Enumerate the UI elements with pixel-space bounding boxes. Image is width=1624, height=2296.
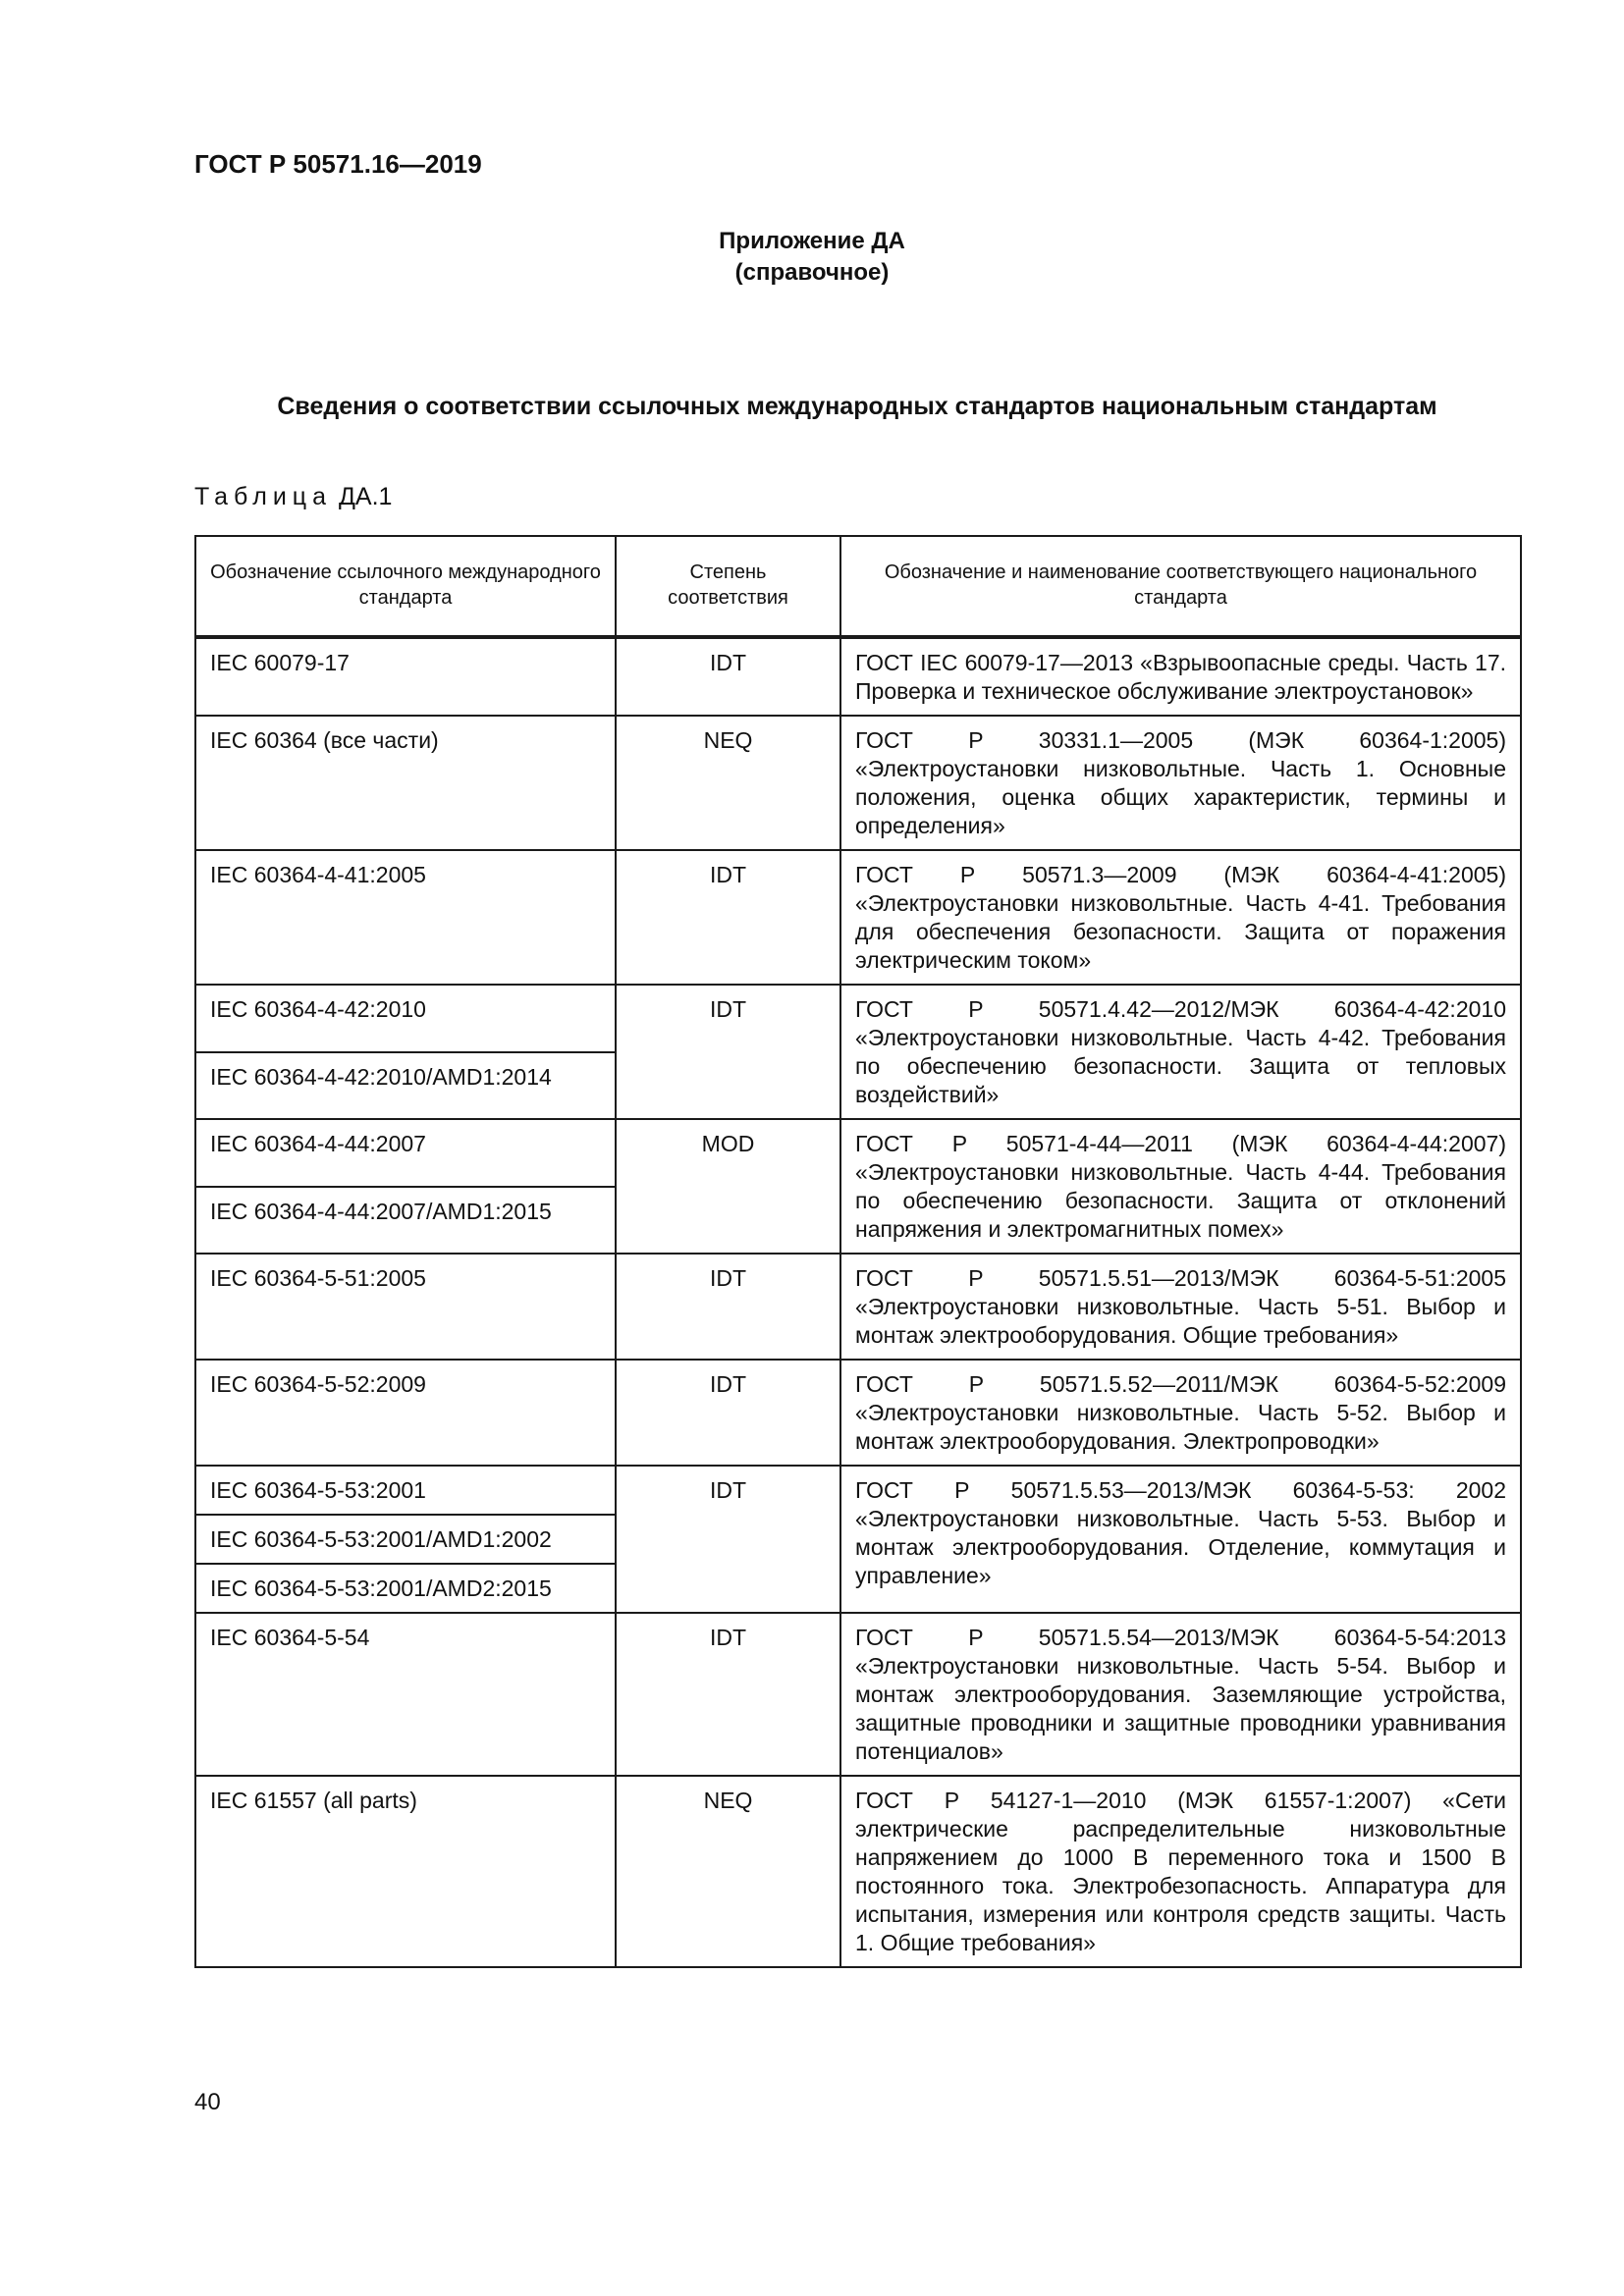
degree-cell: IDT — [616, 985, 840, 1119]
national-standard-cell: ГОСТ Р 54127-1—2010 (МЭК 61557-1:2007) «Сети электрические распределительные низковольтные напряжением до 1000 В переменного тока и 1500 В постоянного тока. Электробезопасность. Аппаратура для испытания, измерения или контроля средств защиты. Часть 1. Общие требования» — [840, 1776, 1521, 1967]
international-standard-cell: IEC 60364-4-42:2010 — [195, 985, 616, 1052]
section-title: Сведения о соответствии ссылочных международных стандартов национальным стандартам — [277, 393, 1437, 420]
international-standard-cell: IEC 60364-5-51:2005 — [195, 1254, 616, 1360]
page-number: 40 — [194, 2089, 221, 2115]
international-standard-cell: IEC 60364-5-53:2001/AMD2:2015 — [195, 1564, 616, 1613]
table-row — [195, 1119, 1521, 1187]
international-standard-cell: IEC 60364-5-52:2009 — [195, 1360, 616, 1466]
correspondence-table — [194, 535, 1522, 1968]
degree-cell: IDT — [616, 850, 840, 985]
international-standard-cell: IEC 60364-5-53:2001 — [195, 1466, 616, 1515]
national-standard-cell: ГОСТ Р 50571.5.51—2013/МЭК 60364-5-51:2005 «Электроустановки низковольтные. Часть 5-51. Выбор и монтаж электрооборудования. Общие требования» — [840, 1254, 1521, 1360]
table-body — [195, 637, 1521, 1967]
international-standard-cell: IEC 60364-4-41:2005 — [195, 850, 616, 985]
table-caption-word: Таблица — [194, 483, 333, 510]
international-standard-cell: IEC 61557 (all parts) — [195, 1776, 616, 1967]
international-standard-cell: IEC 60364 (все части) — [195, 716, 616, 850]
international-standard-cell: IEC 60364-4-42:2010/AMD1:2014 — [195, 1052, 616, 1120]
table-row — [195, 1613, 1521, 1776]
table-row — [195, 1776, 1521, 1967]
appendix-title: Приложение ДА — [719, 228, 905, 254]
national-standard-cell: ГОСТ Р 30331.1—2005 (МЭК 60364-1:2005) «Электроустановки низковольтные. Часть 1. Основные положения, оценка общих характеристик, термины и определения» — [840, 716, 1521, 850]
international-standard-cell: IEC 60079-17 — [195, 637, 616, 716]
degree-cell: IDT — [616, 1360, 840, 1466]
degree-cell: IDT — [616, 1613, 840, 1776]
national-standard-cell: ГОСТ Р 50571.5.52—2011/МЭК 60364-5-52:2009 «Электроустановки низковольтные. Часть 5-52. Выбор и монтаж электрооборудования. Электропроводки» — [840, 1360, 1521, 1466]
degree-cell: NEQ — [616, 1776, 840, 1967]
international-standard-cell: IEC 60364-5-54 — [195, 1613, 616, 1776]
degree-cell: IDT — [616, 1254, 840, 1360]
international-standard-cell: IEC 60364-5-53:2001/AMD1:2002 — [195, 1515, 616, 1564]
table-header-row — [195, 536, 1521, 637]
document-code: ГОСТ Р 50571.16—2019 — [194, 149, 482, 179]
table-row — [195, 1466, 1521, 1515]
header-degree: Степень соответствия — [616, 536, 840, 637]
header-national-standard: Обозначение и наименование соответствующего национального стандарта — [840, 536, 1521, 637]
header-international-standard: Обозначение ссылочного международного стандарта — [195, 536, 616, 637]
table-caption — [194, 483, 392, 511]
international-standard-cell: IEC 60364-4-44:2007 — [195, 1119, 616, 1187]
international-standard-cell: IEC 60364-4-44:2007/AMD1:2015 — [195, 1187, 616, 1255]
table-row — [195, 716, 1521, 850]
national-standard-cell: ГОСТ Р 50571.5.53—2013/МЭК 60364-5-53: 2002 «Электроустановки низковольтные. Часть 5-53. Выбор и монтаж электрооборудования. Отделение, коммутация и управление» — [840, 1466, 1521, 1613]
national-standard-cell: ГОСТ Р 50571.5.54—2013/МЭК 60364-5-54:2013 «Электроустановки низковольтные. Часть 5-54. Выбор и монтаж электрооборудования. Заземляющие устройства, защитные проводники и защитные проводники уравнивания потенциалов» — [840, 1613, 1521, 1776]
national-standard-cell: ГОСТ IEC 60079-17—2013 «Взрывоопасные среды. Часть 17. Проверка и техническое обслуживание электроустановок» — [840, 637, 1521, 716]
table-row — [195, 850, 1521, 985]
table-caption-number: ДА.1 — [338, 483, 393, 510]
degree-cell: IDT — [616, 1466, 840, 1613]
table-row — [195, 1360, 1521, 1466]
table-row — [195, 985, 1521, 1052]
degree-cell: MOD — [616, 1119, 840, 1254]
table-row — [195, 1254, 1521, 1360]
national-standard-cell: ГОСТ Р 50571.4.42—2012/МЭК 60364-4-42:2010 «Электроустановки низковольтные. Часть 4-42. Требования по обеспечению безопасности. Защита от тепловых воздействий» — [840, 985, 1521, 1119]
appendix-kind: (справочное) — [734, 259, 890, 286]
national-standard-cell: ГОСТ Р 50571.3—2009 (МЭК 60364-4-41:2005) «Электроустановки низковольтные. Часть 4-41. Требования для обеспечения безопасности. Защита от поражения электрическим током» — [840, 850, 1521, 985]
degree-cell: IDT — [616, 637, 840, 716]
appendix-heading — [0, 226, 1624, 289]
national-standard-cell: ГОСТ Р 50571-4-44—2011 (МЭК 60364-4-44:2007) «Электроустановки низковольтные. Часть 4-44. Требования по обеспечению безопасности. Защита от отклонений напряжения и электромагнитных помех» — [840, 1119, 1521, 1254]
degree-cell: NEQ — [616, 716, 840, 850]
table-row — [195, 637, 1521, 716]
